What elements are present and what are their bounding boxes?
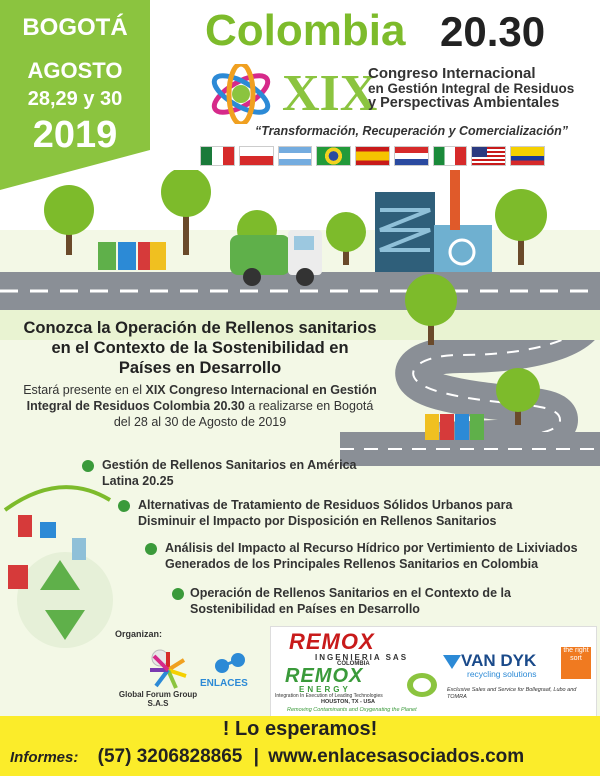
contact-website[interactable]: www.enlacesasociados.com	[268, 746, 525, 767]
global-forum-logo	[148, 650, 188, 690]
intro-paragraph	[20, 382, 380, 430]
badge-days: 28,29 y 30	[27, 88, 123, 110]
contact-label: Informes:	[10, 749, 79, 766]
remox-energy-emblem	[405, 671, 439, 699]
brand-title: Colombia	[205, 6, 406, 55]
recycling-bins-icon	[98, 242, 166, 270]
vandyk-tagline: Exclusive Sales and Service for Bollegraaf, Lubo and TOMRA	[447, 687, 577, 700]
contact-line	[10, 746, 524, 768]
vandyk-logo-icon	[443, 653, 461, 671]
intro-pre: Estará presente en el	[23, 383, 146, 397]
vandyk-logo: VAN DYK	[461, 651, 537, 670]
topic-item	[138, 497, 512, 529]
topic-line: Análisis del Impacto al Recurso Hídrico por Vertimiento de Lixiviados	[165, 541, 578, 555]
bullet-dot	[118, 500, 130, 512]
mexico-flag	[200, 146, 235, 166]
organizers-label: Organizan:	[115, 629, 163, 639]
topic-line: Operación de Rellenos Sanitarios en el Contexto de la	[190, 586, 511, 600]
cta-text: ! Lo esperamos!	[222, 718, 378, 740]
energy-location: HOUSTON, TX - USA	[321, 699, 375, 705]
topic-line: Disminuir el Impacto por Disposición en Rellenos Sanitarios	[138, 514, 497, 528]
bullet-dot	[172, 588, 184, 600]
congress-line-3: y Perspectivas Ambientales	[368, 95, 560, 111]
global-forum-name: Global Forum Group S.A.S	[118, 690, 198, 708]
enlaces-name: ENLACES	[200, 678, 248, 689]
usa-flag	[471, 146, 506, 166]
remox-logo: REMOX	[289, 629, 375, 654]
brazil-flag	[316, 146, 351, 166]
topic-line: Sostenibilidad en Países en Desarrollo	[190, 602, 420, 616]
topic-line: Latina 20.25	[102, 474, 174, 488]
topic-line: Alternativas de Tratamiento de Residuos Sólidos Urbanos para	[138, 498, 513, 512]
vandyk-subtitle: recycling solutions	[467, 669, 537, 679]
congress-line-1: Congreso Internacional	[368, 65, 536, 82]
contact-separator: |	[253, 746, 259, 767]
sponsors-panel	[270, 626, 597, 718]
heading-line-2: en el Contexto de la Sostenibilidad en	[51, 339, 349, 357]
argentina-flag	[278, 146, 313, 166]
congress-line-2: en Gestión Integral de Residuos	[368, 81, 575, 96]
badge-month: AGOSTO	[27, 58, 123, 83]
paraguay-flag	[394, 146, 429, 166]
date-badge	[0, 0, 150, 190]
italy-flag	[433, 146, 468, 166]
spain-flag	[355, 146, 390, 166]
factory-icon	[375, 170, 492, 272]
badge-year: 2019	[32, 114, 118, 156]
congress-logo-icon	[205, 64, 277, 124]
badge-city: BOGOTÁ	[22, 14, 128, 41]
topic-item	[190, 585, 511, 617]
colombia-flag	[510, 146, 545, 166]
remox-subtitle: INGENIERIA SAS	[315, 653, 409, 662]
bullet-dot	[82, 460, 94, 472]
remox-country: COLOMBIA	[337, 661, 370, 667]
slogan: “Transformación, Recuperación y Comercialización”	[255, 124, 569, 138]
energy-subtitle: ENERGY	[299, 685, 351, 694]
congress-roman-numeral: XIX	[282, 65, 378, 122]
contact-phone: (57) 3206828865	[97, 746, 243, 767]
brand-year: 20.30	[440, 8, 546, 55]
recycle-symbol-icon	[17, 552, 113, 648]
main-heading	[10, 318, 390, 378]
energy-tagline: Integration In Execution of Leading Technologies	[275, 693, 383, 699]
heading-line-1: Conozca la Operación de Rellenos sanitarios	[23, 319, 377, 337]
remox-energy-logo: REMOX	[285, 665, 364, 687]
flag-row	[200, 146, 545, 164]
congress-title	[368, 66, 574, 111]
intro-post: a realizarse en Bogotá del 28 al 30 de Agosto de 2019	[113, 399, 374, 429]
topic-line: Generados de los Principales Rellenos Sanitarios en Colombia	[165, 557, 539, 571]
intro-bold: XIX Congreso Internacional en Gestión Integral de Residuos Colombia 20.30	[26, 383, 377, 413]
chile-flag	[239, 146, 274, 166]
bullet-dot	[145, 543, 157, 555]
topic-item	[165, 540, 578, 572]
energy-slogan: Removing Contaminants and Oxygenating the Planet	[287, 707, 417, 713]
right-sort-logo: the right sort	[561, 647, 591, 679]
topic-line: Gestión de Rellenos Sanitarios en América	[102, 458, 357, 472]
topic-item	[102, 457, 356, 489]
enlaces-logo	[212, 650, 250, 678]
heading-line-3: Países en Desarrollo	[118, 359, 282, 377]
